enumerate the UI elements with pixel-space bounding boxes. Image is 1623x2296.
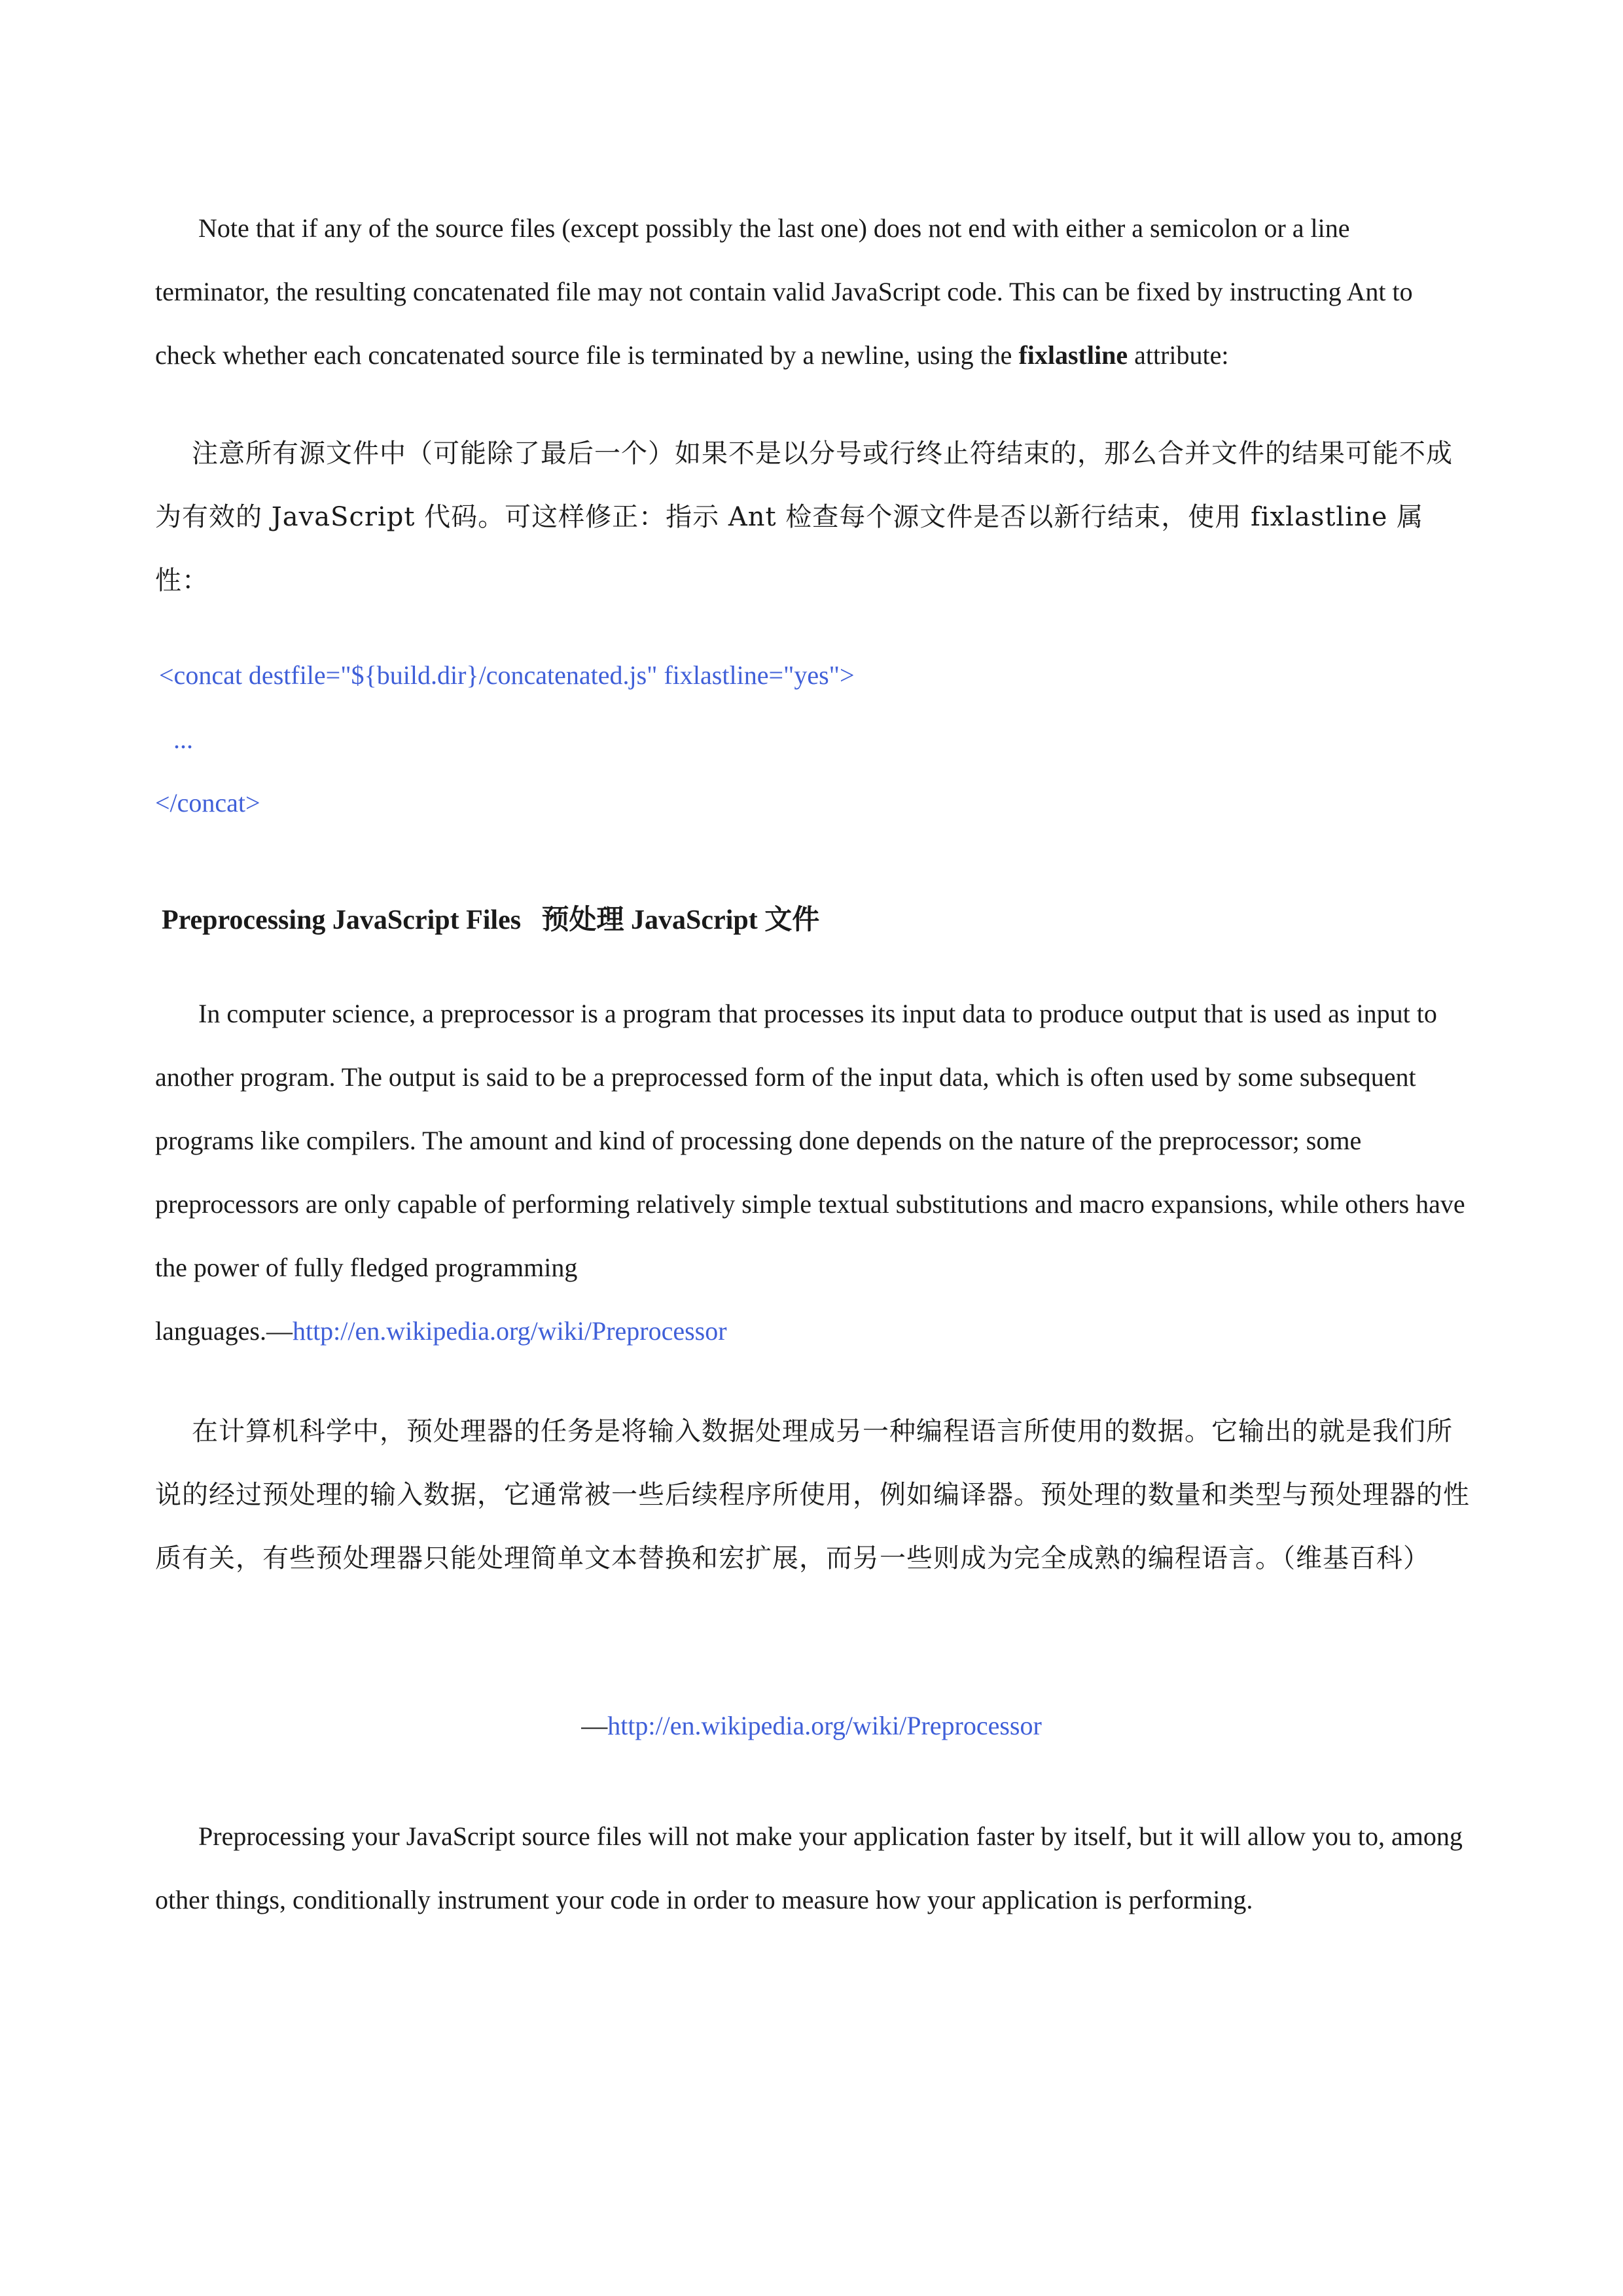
paragraph-preprocessor-en <box>155 982 1471 1363</box>
paragraph-text: Note that if any of the source files (except possibly the last one) does not end with either a semicolon or a line terminator, the resulting concatenated file may not contain valid JavaScript code. This can be fixed by instructing Ant to check whether each concatenated source file is terminated by a newline, using the <box>155 213 1413 370</box>
wikipedia-link[interactable]: http://en.wikipedia.org/wiki/Preprocessor <box>292 1316 727 1346</box>
paragraph-tail: attribute: <box>1128 340 1229 370</box>
code-line-close: </concat> <box>155 788 260 817</box>
code-line-open: <concat destfile="${build.dir}/concatenated.js" fixlastline="yes"> <box>159 660 855 690</box>
paragraph-performance-en: Preprocessing your JavaScript source files will not make your application faster by itself, but it will allow you to, among other things, conditionally instrument your code in order to measure how your application is performing. <box>155 1821 1463 1914</box>
section-heading: Preprocessing JavaScript Files 预处理 JavaScript 文件 <box>162 905 820 935</box>
code-line-ellipsis: ... <box>173 725 193 754</box>
paragraph-text: In computer science, a preprocessor is a program that processes its input data to produce output that is used as input to another program. The output is said to be a preprocessed form of the input data, which is often used by some subsequent programs like compilers. The amount and kind of processing done depends on the nature of the preprocessor; some preprocessors are only capable of performing relatively simple textual substitutions and macro expansions, while others have the power of fully fledged programming <box>155 999 1465 1282</box>
paragraph-fixlastline-zh: 注意所有源文件中（可能除了最后一个）如果不是以分号或行终止符结束的，那么合并文件的结果可能不成为有效的 JavaScript 代码。可这样修正：指示 Ant 检查每个源文件是否以新行结束，使用 fixlastline 属性： <box>155 439 1453 596</box>
citation-dash: — <box>581 1711 608 1740</box>
paragraph-preprocessor-zh: 在计算机科学中，预处理器的任务是将输入数据处理成另一种编程语言所使用的数据。它输出的就是我们所说的经过预处理的输入数据，它通常被一些后续程序所使用，例如编译器。预处理的数量和类型与预处理器的性质有关，有些预处理器只能处理简单文本替换和宏扩展，而另一些则成为完全成熟的编程语言。（维基百科） <box>155 1416 1470 1573</box>
paragraph-fixlastline-en <box>155 196 1471 387</box>
citation-line <box>0 1710 1623 1741</box>
citation-link[interactable]: http://en.wikipedia.org/wiki/Preprocessor <box>607 1711 1042 1740</box>
fixlastline-term: fixlastline <box>1018 340 1128 370</box>
languages-prefix: languages.— <box>155 1316 293 1346</box>
